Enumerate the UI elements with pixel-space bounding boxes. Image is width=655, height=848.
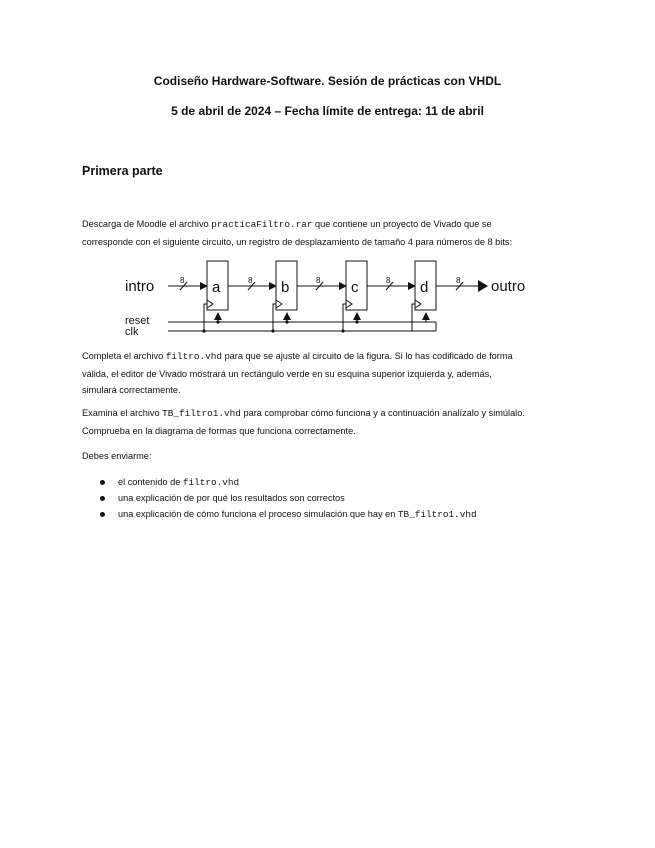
p2-text-c: válida, el editor de Vivado mostrará un rectángulo verde en su esquina superior izquierda y, además, — [82, 368, 492, 379]
p1-filename: practicaFiltro.rar — [211, 219, 313, 230]
bullet-3-code: TB_filtro1.vhd — [397, 509, 477, 520]
p3-text-a: Examina el archivo — [82, 408, 163, 418]
bullet-1-code: filtro.vhd — [182, 477, 240, 488]
bullet-dot-icon — [100, 496, 105, 501]
deadline-subtitle: 5 de abril de 2024 – Fecha límite de entrega: 11 de abril — [171, 104, 484, 118]
paragraph-complete — [82, 348, 582, 399]
paragraph-download — [82, 216, 582, 250]
bus-width-label-3: 8 — [316, 276, 321, 285]
clk-label: clk — [125, 326, 139, 338]
list-item — [100, 490, 477, 506]
document-title: Codiseño Hardware-Software. Sesión de prácticas con VHDL — [153, 74, 502, 88]
p3-text-c: Comprueba en la diagrama de formas que funciona correctamente. — [82, 425, 356, 436]
list-item — [100, 506, 477, 522]
bullet-1-text: el contenido de — [118, 477, 183, 487]
bus-width-label-5: 8 — [456, 276, 461, 285]
bullet-dot-icon — [100, 512, 105, 517]
p1-text-a: Descarga de Moodle el archivo — [82, 219, 212, 229]
bullet-2-text: una explicación de por qué los resultados son correctos — [118, 493, 345, 503]
clock-triangles — [207, 300, 421, 308]
paragraph-examine — [82, 405, 582, 439]
register-a-label: a — [212, 279, 221, 296]
bullet-dot-icon — [100, 480, 105, 485]
bullet-3-text: una explicación de cómo funciona el proceso simulación que hay en — [118, 509, 398, 519]
p2-filename: filtro.vhd — [165, 351, 223, 362]
bus-width-label-4: 8 — [386, 276, 391, 285]
p3-filename: TB_filtro1.vhd — [162, 408, 241, 419]
input-label: intro — [125, 278, 155, 295]
p2-text-b: para que se ajuste al circuito de la figura. Si lo has codificado de forma — [222, 351, 513, 361]
bus-width-label-2: 8 — [248, 276, 253, 285]
p2-text-d: simulará correctamente. — [82, 385, 181, 395]
p3-text-b: para comprobar cómo funciona y a continuación analízalo y simúlalo. — [240, 408, 525, 418]
p2-text-a: Completa el archivo — [82, 351, 166, 361]
register-b-label: b — [281, 279, 290, 296]
reset-label: reset — [125, 315, 150, 327]
shift-register-diagram — [120, 256, 540, 338]
output-arrowhead — [478, 280, 488, 292]
p1-text-b: que contiene un proyecto de Vivado que se — [312, 219, 492, 229]
register-c-label: c — [351, 279, 359, 296]
output-label: outro — [491, 278, 526, 295]
paragraph-send: Debes enviarme: — [82, 451, 152, 461]
p1-text-c: corresponde con el siguiente circuito, un registro de desplazamiento de tamaño 4 para números de 8 bits: — [82, 236, 513, 247]
register-d-label: d — [420, 279, 429, 296]
list-item — [100, 474, 477, 490]
section-heading: Primera parte — [82, 164, 163, 178]
deliverables-list — [100, 474, 477, 522]
bus-width-label-1: 8 — [180, 276, 185, 285]
